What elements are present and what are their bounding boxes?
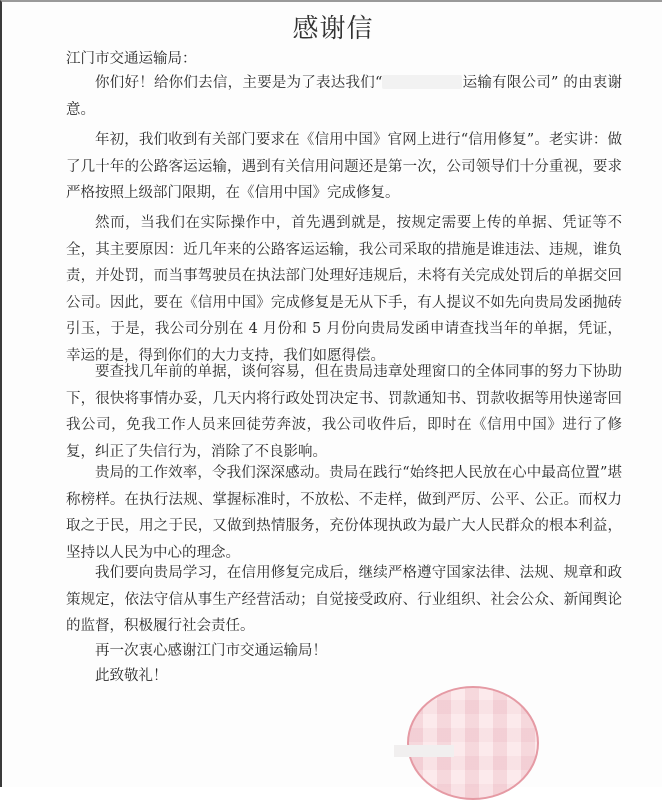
letter-title: 感谢信 bbox=[292, 14, 374, 44]
paragraph-credit-repair-request: 年初，我们收到有关部门要求在《信用中国》官网上进行“信用修复”。老实讲：做了几十年的公路客运运输，遇到有关信用问题还是第一次，公司领导们十分重视，要求严格按照上级部门限期，在《信用中国》完成修复。 bbox=[66, 132, 622, 201]
closing-thanks: 再一次衷心感谢江门市交通运输局！ bbox=[95, 643, 327, 659]
paragraph-missing-documents: 然而，当我们在实际操作中，首先遇到就是，按规定需要上传的单据、凭证等不全，其主要原因：近几年来的公路客运运输，我公司采取的措施是谁违法、违规，谁负责，并处罚，而当事驾驶员在执法部门处理好违规后，未将有关完成处罚后的单据交回公司。因此，要在《信用中国》完成修复是无从下手，有人提议不如先向贵局发函抛砖引玉，于是，我公司分别在 4 月份和 5 月份向贵局发函申请查找当年的单据，凭证，幸运的是，得到你们的大力支持，我们如愿得偿。 bbox=[66, 215, 622, 364]
redacted-company-name bbox=[382, 75, 462, 89]
greeting-text: 你们好！给你们去信，主要是为了表达我们“ bbox=[95, 75, 383, 91]
paragraph-bureau-assistance: 要查找几年前的单据，谈何容易，但在贵局违章处理窗口的全体同事的努力下协助下，很快将事情办妥，几天内将行政处罚决定书、罚款通知书、罚款收据等用快递寄回我公司，免我工作人员来回徒劳奔波，我公司收件后，即时在《信用中国》进行了修复，纠正了失信行为，消除了不良影响。 bbox=[66, 364, 622, 460]
company-seal-stamp bbox=[407, 686, 539, 800]
greeting-text-continued: 运输有限公司” 的由衷谢意。 bbox=[66, 75, 622, 118]
closing-salute: 此致敬礼！ bbox=[95, 668, 168, 684]
recipient-line: 江门市交通运输局： bbox=[66, 51, 197, 67]
paragraph-praise: 贵局的工作效率，令我们深深感动。贵局在践行“始终把人民放在心中最高位置”堪称榜样。在执行法规、掌握标准时，不放松、不走样，做到严厉、公平、公正。而权力取之于民，用之于民，又做到热情服务，充份体现执政为最广大人民群众的根本利益，坚持以人民为中心的理念。 bbox=[66, 465, 622, 561]
paragraph-greeting bbox=[66, 70, 622, 123]
redacted-signature bbox=[394, 745, 454, 757]
paragraph-commitment: 我们要向贵局学习，在信用修复完成后，继续严格遵守国家法律、法规、规章和政策规定，依法守信从事生产经营活动；自觉接受政府、行业组织、社会公众、新闻舆论的监督，积极履行社会责任。 bbox=[66, 565, 622, 634]
